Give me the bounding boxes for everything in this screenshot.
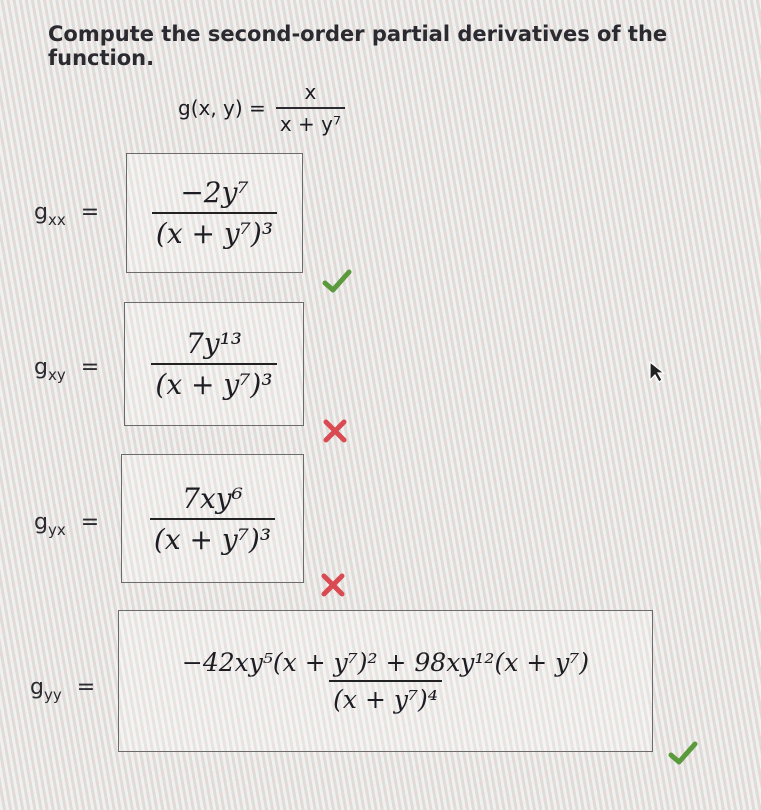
checkmark-icon [322, 268, 352, 294]
label-gyy-letter: g [30, 675, 44, 700]
answer-box-gyy[interactable] [118, 610, 653, 752]
answer-box-gxx[interactable] [126, 153, 303, 273]
given-function [178, 80, 345, 136]
label-gyx-letter: g [34, 510, 48, 535]
answer-fraction-gyy [178, 648, 593, 714]
answer-denominator-gxy: (x + y⁷)³ [151, 363, 276, 401]
label-gyx-equals: = [80, 510, 100, 535]
answer-box-gyx[interactable] [121, 454, 304, 583]
label-gxy [34, 355, 99, 384]
answer-box-gxy[interactable] [124, 302, 304, 426]
answer-fraction-gxx [152, 176, 277, 250]
label-gyy [30, 675, 95, 704]
function-lhs: g(x, y) = [178, 96, 266, 120]
answer-numerator-gyx: 7xy⁶ [182, 481, 243, 515]
label-gyx-sub: yx [47, 521, 66, 539]
answer-numerator-gxx: −2y⁷ [180, 176, 249, 209]
x-mark-icon [320, 418, 350, 444]
x-mark-icon [318, 572, 348, 598]
answer-numerator-gyy: −42xy⁵(x + y⁷)² + 98xy¹²(x + y⁷) [181, 648, 590, 677]
label-gxx-sub: xx [47, 211, 66, 229]
answer-denominator-gyy: (x + y⁷)⁴ [329, 680, 442, 714]
label-gxy-sub: xy [47, 366, 66, 384]
label-gyy-sub: yy [43, 686, 62, 704]
answer-fraction-gxy [151, 327, 276, 401]
answer-denominator-gyx: (x + y⁷)³ [150, 518, 275, 556]
function-numerator: x [304, 80, 317, 104]
label-gxy-equals: = [80, 355, 100, 380]
label-gyx [34, 510, 99, 539]
answer-fraction-gyx [150, 482, 275, 556]
answer-numerator-gxy: 7y¹³ [185, 327, 243, 360]
function-denominator: x + y⁷ [276, 107, 345, 136]
label-gxx-equals: = [80, 200, 100, 225]
checkmark-icon [668, 740, 698, 766]
label-gxx-letter: g [34, 200, 48, 225]
label-gxy-letter: g [34, 355, 48, 380]
answer-denominator-gxx: (x + y⁷)³ [152, 212, 277, 250]
question-prompt: Compute the second-order partial derivatives of the function. [48, 22, 668, 70]
mouse-cursor-icon [648, 360, 666, 384]
label-gyy-equals: = [76, 675, 96, 700]
label-gxx [34, 200, 99, 229]
function-fraction [276, 80, 345, 136]
